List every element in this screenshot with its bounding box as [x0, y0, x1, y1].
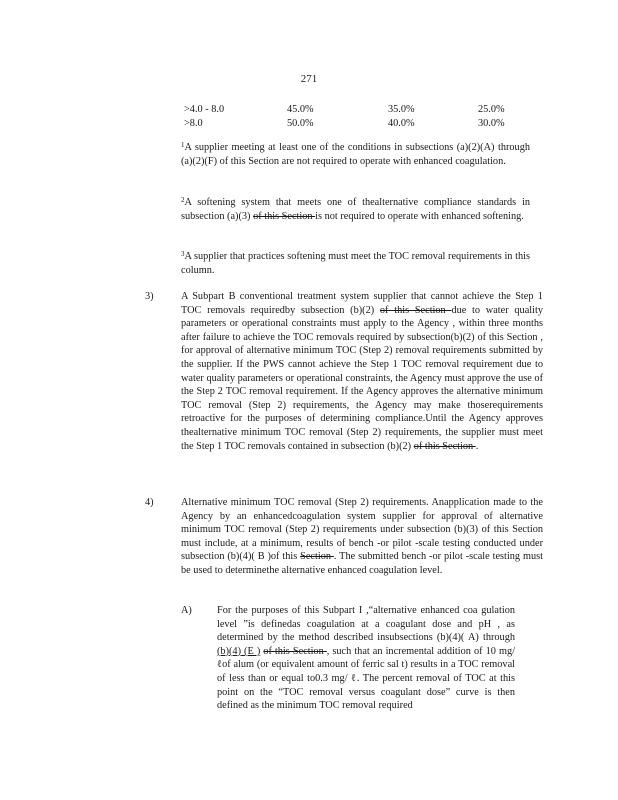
- deleted-text: of this Section: [413, 440, 476, 452]
- footnote-2: [181, 196, 530, 223]
- footnote-text: A supplier that practices softening must meet the TOC removal requirements in this column.: [181, 251, 530, 276]
- table-cell: 30.0%: [478, 118, 505, 129]
- table-row: [184, 117, 544, 130]
- footnote-1: [181, 141, 530, 168]
- item-number-3: 3): [145, 291, 154, 302]
- deleted-text: Section: [300, 551, 334, 563]
- table-cell: 25.0%: [478, 104, 505, 115]
- deleted-text: of this Section: [379, 304, 452, 316]
- table-cell: 45.0%: [287, 104, 314, 115]
- paragraph-text: due to water quality parameters or operational constraints must apply to the Agency , within three months after failure to achieve the TOC removals required by subsection(b)(2) of this Section , for approval of alternative minimum TOC (Step 2) removal requirements submitted by the supplier. If the PWS cannot achieve the Step 1 TOC removal requirement due to water quality parameters or operational constraints, the Agency must approve the use of the Step 2 TOC removal requirement. If the Agency approves the alternative minimum TOC removal (Step 2) requirements, the Agency may make thoserequirements retroactive for the purposes of determining compliance.Until the Agency approves thealternative minimum TOC removal (Step 2) requirements, the supplier must meet the Step 1 TOC removals contained in subsection (b)(2): [181, 304, 543, 452]
- item-number-4: 4): [145, 497, 154, 508]
- footnote-marker: 3: [181, 250, 185, 258]
- table-cell: >8.0: [184, 118, 203, 129]
- item-4-paragraph: [181, 496, 543, 578]
- table-cell: 35.0%: [388, 104, 415, 115]
- footnote-text: A supplier meeting at least one of the conditions in subsections (a)(2)(A) through (a)(2)(F) of this Section are not required to operate with enhanced coagulation.: [181, 142, 530, 167]
- deleted-text: of this Section: [263, 645, 327, 657]
- footnote-text: is not required to operate with enhanced softening.: [315, 210, 524, 222]
- inserted-text: (b)(4) (E ): [217, 645, 261, 657]
- footnote-marker: 2: [181, 196, 185, 204]
- paragraph-text: A Subpart B conventional treatment system supplier that cannot achieve the Step 1 TOC removals requiredby subsection (b)(2): [181, 291, 543, 316]
- paragraph-text: Alternative minimum TOC removal (Step 2) requirements. Anapplication made to the Agency by an enhancedcoagulation system supplier for approval of alternative minimum TOC removal (Step 2) requirements under subsection (b)(3) of this Section must include, at a minimum, results of bench -or pilot -scale testing conducted under subsection (b)(4)( B )of this: [181, 497, 543, 563]
- page-number: 271: [300, 73, 318, 85]
- paragraph-text: For the purposes of this Subpart I ,“alternative enhanced coa gulation level ”is definedas coagulation at a coagulant dose and pH , as determined by the method described insubsections (b)(4)( A) through: [217, 605, 515, 644]
- item-3-paragraph: [181, 290, 543, 453]
- paragraph-text: , such that an incremental addition of 10 mg/ ℓof alum (or equivalent amount of ferric sal t) results in a TOC removal of less than or equal to0.3 mg/ ℓ. The percent removal of TOC at this point on the “TOC removal versus coagulant dose” curve is then defined as the minimum TOC removal required: [217, 645, 515, 712]
- footnote-marker: 1: [181, 141, 185, 149]
- paragraph-text: .: [475, 440, 479, 452]
- footnote-text: A softening system that meets one of thealternative compliance standards in subsection (a)(3): [181, 197, 530, 222]
- deleted-text: of this Section: [253, 210, 316, 222]
- subitem-label-a: A): [181, 605, 192, 616]
- footnote-3: [181, 250, 530, 277]
- table-cell: >4.0 - 8.0: [184, 104, 225, 115]
- table-cell: 50.0%: [287, 118, 314, 129]
- subitem-a-paragraph: [217, 604, 515, 713]
- paragraph-text: . The submitted bench -or pilot -scale testing must be used to determinethe alternative enhanced coagulation level.: [181, 551, 543, 576]
- table-row: [184, 103, 544, 116]
- table-cell: 40.0%: [388, 118, 415, 129]
